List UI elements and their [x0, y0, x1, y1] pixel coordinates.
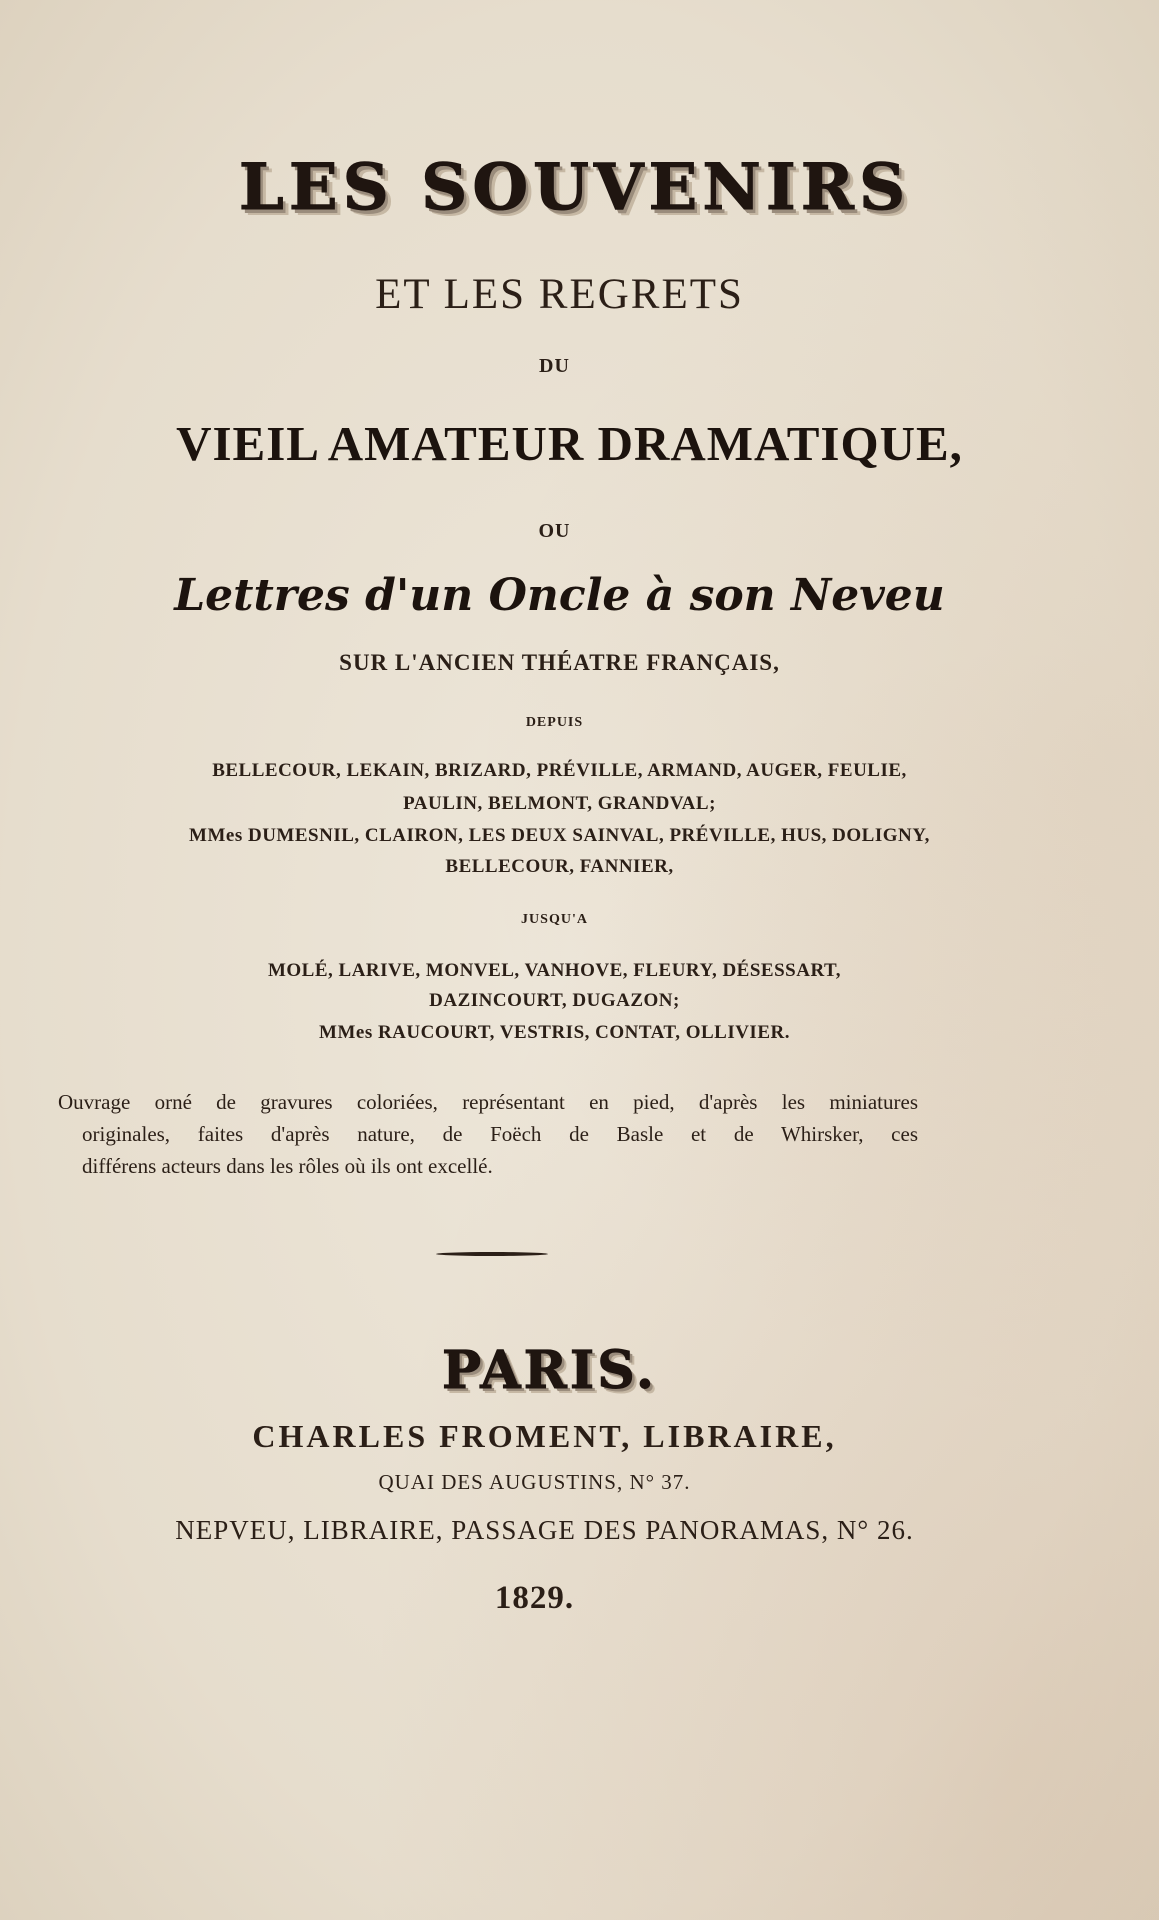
jusqua-label: JUSQU'A — [521, 912, 588, 927]
depuis-line: MMes DUMESNIL, CLAIRON, LES DEUX SAINVAL, PRÉVILLE, HUS, DOLIGNY, — [189, 825, 930, 846]
title-ou: OU — [538, 520, 571, 542]
title-du: DU — [539, 355, 570, 377]
imprint-second-publisher: NEPVEU, LIBRAIRE, PASSAGE DES PANORAMAS, N° 26. — [175, 1515, 914, 1545]
depuis-label: DEPUIS — [525, 715, 584, 730]
title-vieil-amateur: VIEIL AMATEUR DRAMATIQUE, — [176, 416, 963, 471]
jusqua-line: MMes RAUCOURT, VESTRIS, CONTAT, OLLIVIER. — [319, 1022, 790, 1043]
imprint-year: 1829. — [494, 1580, 575, 1616]
depuis-line: BELLECOUR, FANNIER, — [445, 856, 674, 877]
jusqua-line: MOLÉ, LARIVE, MONVEL, VANHOVE, FLEURY, DÉSESSART, — [267, 960, 842, 981]
title-et-les-regrets: ET LES REGRETS — [375, 271, 744, 318]
imprint-city: PARIS. — [441, 1340, 657, 1401]
ornamental-rule — [436, 1252, 548, 1256]
description-line: différens acteurs dans les rôles où ils ont excellé. — [82, 1154, 493, 1178]
title-lettres: Lettres d'un Oncle à son Neveu — [174, 570, 945, 621]
description-line: Ouvrage orné de gravures coloriées, représentant en pied, d'après les miniatures — [58, 1090, 918, 1114]
depuis-line: BELLECOUR, LEKAIN, BRIZARD, PRÉVILLE, ARMAND, AUGER, FEULIE, — [212, 760, 907, 781]
title-ancien-theatre: SUR L'ANCIEN THÉATRE FRANÇAIS, — [339, 650, 780, 675]
imprint-address: QUAI DES AUGUSTINS, N° 37. — [378, 1470, 691, 1494]
depuis-line: PAULIN, BELMONT, GRANDVAL; — [403, 793, 716, 814]
description-line: originales, faites d'après nature, de Foëch de Basle et de Whirsker, ces — [82, 1122, 918, 1146]
imprint-publisher: CHARLES FROMENT, LIBRAIRE, — [252, 1418, 837, 1454]
jusqua-line: DAZINCOURT, DUGAZON; — [429, 990, 680, 1011]
title-les-souvenirs: LES SOUVENIRS — [238, 150, 911, 225]
